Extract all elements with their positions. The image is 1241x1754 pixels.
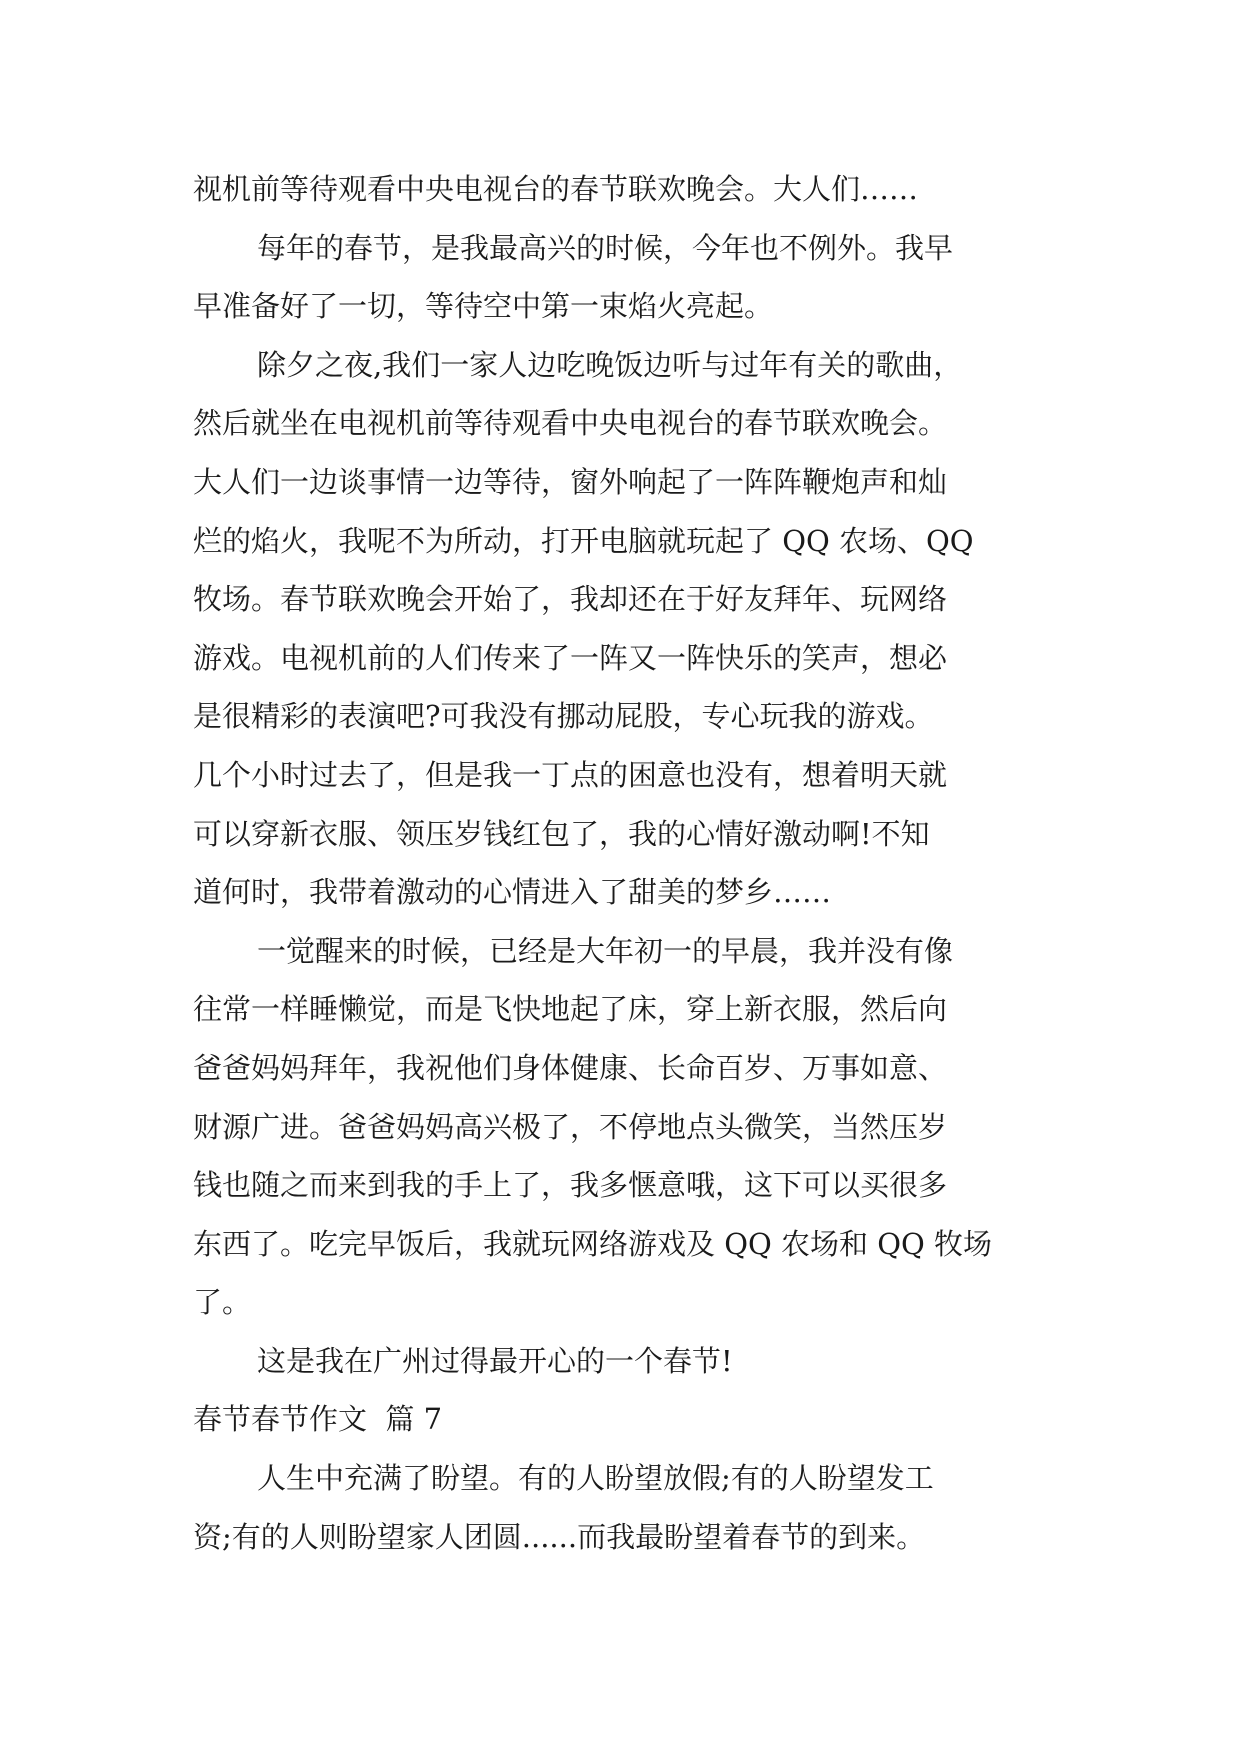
text-line: 大人们一边谈事情一边等待，窗外响起了一阵阵鞭炮声和灿 bbox=[193, 464, 948, 499]
text-line: 牧场。春节联欢晚会开始了，我却还在于好友拜年、玩网络 bbox=[193, 582, 948, 617]
text-line: 东西了。吃完早饭后，我就玩网络游戏及 QQ 农场和 QQ 牧场 bbox=[193, 1226, 992, 1261]
section-heading: 春节春节作文 篇 7 bbox=[193, 1402, 443, 1437]
text-line: 资;有的人则盼望家人团圆......而我最盼望着春节的到来。 bbox=[193, 1519, 926, 1554]
text-line: 财源广进。爸爸妈妈高兴极了，不停地点头微笑，当然压岁 bbox=[193, 1109, 948, 1144]
text-line: 早准备好了一切，等待空中第一束焰火亮起。 bbox=[193, 289, 774, 324]
text-line: 几个小时过去了，但是我一丁点的困意也没有，想着明天就 bbox=[193, 757, 948, 792]
text-line: 是很精彩的表演吧?可我没有挪动屁股，专心玩我的游戏。 bbox=[193, 699, 934, 734]
text-line: 一觉醒来的时候，已经是大年初一的早晨，我并没有像 bbox=[257, 933, 954, 968]
text-line: 人生中充满了盼望。有的人盼望放假;有的人盼望发工 bbox=[257, 1461, 934, 1496]
text-line: 每年的春节，是我最高兴的时候，今年也不例外。我早 bbox=[257, 230, 954, 265]
text-line: 往常一样睡懒觉，而是飞快地起了床，穿上新衣服，然后向 bbox=[193, 992, 948, 1027]
text-line: 道何时，我带着激动的心情进入了甜美的梦乡…… bbox=[193, 875, 832, 910]
text-line: 可以穿新衣服、领压岁钱红包了，我的心情好激动啊!不知 bbox=[193, 816, 930, 851]
text-line: 视机前等待观看中央电视台的春节联欢晚会。大人们…… bbox=[193, 172, 919, 206]
text-line: 了。 bbox=[193, 1285, 252, 1320]
text-line: 钱也随之而来到我的手上了，我多惬意哦，这下可以买很多 bbox=[193, 1168, 948, 1203]
text-line: 除夕之夜,我们一家人边吃晚饭边听与过年有关的歌曲， bbox=[257, 347, 963, 382]
document-body bbox=[193, 160, 1093, 1566]
text-line: 烂的焰火，我呢不为所动，打开电脑就玩起了 QQ 农场、QQ bbox=[193, 523, 974, 558]
text-line: 爸爸妈妈拜年，我祝他们身体健康、长命百岁、万事如意、 bbox=[193, 1050, 948, 1085]
text-line: 游戏。电视机前的人们传来了一阵又一阵快乐的笑声，想必 bbox=[193, 640, 948, 675]
text-line: 然后就坐在电视机前等待观看中央电视台的春节联欢晚会。 bbox=[193, 406, 948, 441]
text-line: 这是我在广州过得最开心的一个春节! bbox=[257, 1343, 733, 1378]
